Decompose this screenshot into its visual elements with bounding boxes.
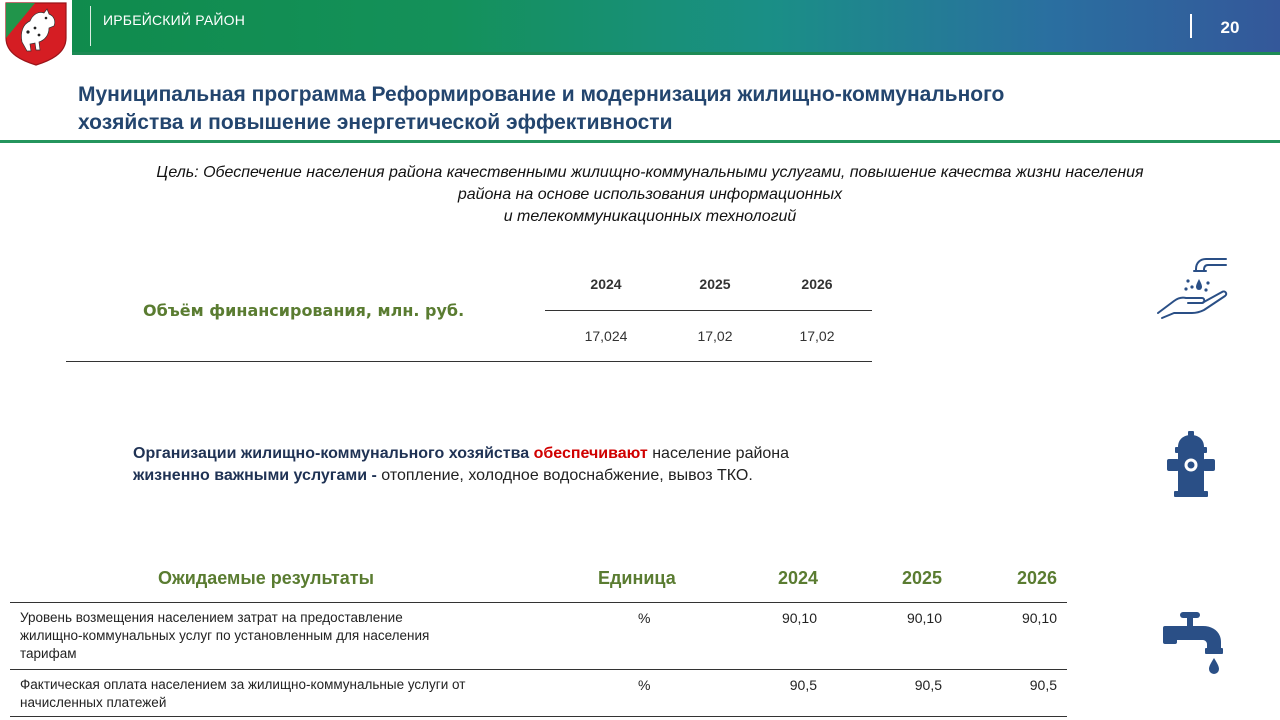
results-header-year: 2025	[901, 568, 942, 588]
financing-value: 17,02	[799, 328, 835, 344]
organizations-text: Организации жилищно-коммунального хозяйства	[133, 445, 534, 462]
results-row-value: 90,10	[1021, 610, 1057, 626]
results-row-label	[20, 676, 465, 712]
organizations-statement	[133, 443, 933, 487]
results-rule	[10, 602, 1067, 603]
financing-year: 2026	[801, 276, 833, 292]
results-row-line: жилищно-коммунальных услуг по установленным для населения	[20, 628, 430, 643]
fire-hydrant-icon	[1166, 431, 1216, 499]
financing-year: 2025	[699, 276, 731, 292]
results-row-unit: %	[638, 677, 651, 693]
goal-line: Цель: Обеспечение населения района качественными жилищно-коммунальными услугами, повышение качества жизни населения	[156, 164, 1144, 181]
financing-rule	[66, 361, 872, 362]
results-row-value: 90,5	[914, 677, 942, 693]
results-rule	[10, 716, 1067, 717]
water-tap-icon	[1163, 612, 1227, 678]
region-name: ИРБЕЙСКИЙ РАЙОН	[103, 12, 246, 28]
results-row-value: 90,10	[781, 610, 817, 626]
results-rule	[10, 669, 1067, 670]
financing-year: 2024	[590, 276, 622, 292]
financing-label: Объём финансирования, млн. руб.	[143, 301, 465, 320]
results-header-year: 2024	[777, 568, 818, 588]
organizations-line	[133, 443, 933, 465]
organizations-text: жизненно важными услугами -	[133, 467, 382, 484]
title-underline	[0, 140, 1280, 143]
page-title-line: хозяйства и повышение энергетической эффективности	[78, 111, 673, 134]
results-row-unit: %	[638, 610, 651, 626]
goal-line: и телекоммуникационных технологий	[503, 208, 797, 225]
page-title-line: Муниципальная программа Реформирование и модернизация жилищно-коммунального	[78, 83, 1005, 106]
results-row-value: 90,5	[1029, 677, 1057, 693]
results-row-line: тарифам	[20, 646, 77, 661]
results-row-value: 90,10	[906, 610, 942, 626]
organizations-text: население района	[647, 445, 790, 462]
goal-line: района на основе использования информационных	[457, 186, 843, 203]
results-row-label	[20, 609, 429, 663]
coat-of-arms-icon	[5, 2, 67, 66]
goal-text	[60, 162, 1240, 228]
hand-water-icon	[1150, 255, 1232, 323]
organizations-line	[133, 465, 933, 487]
results-header-name: Ожидаемые результаты	[158, 568, 374, 588]
page-title	[78, 81, 1198, 137]
financing-value: 17,02	[697, 328, 733, 344]
page-number: 20	[1220, 18, 1240, 37]
emblem-container	[0, 0, 72, 66]
organizations-highlight: обеспечивают	[533, 445, 648, 462]
results-row-line: начисленных платежей	[20, 695, 167, 710]
financing-value: 17,024	[584, 328, 628, 344]
financing-rule	[545, 310, 872, 311]
results-header-unit: Единица	[598, 568, 676, 588]
results-row-line: Фактическая оплата населением за жилищно-коммунальные услуги от	[20, 677, 466, 692]
header-underline	[0, 52, 1280, 55]
header-divider	[90, 6, 91, 46]
results-header-year: 2026	[1016, 568, 1057, 588]
organizations-text: отопление, холодное водоснабжение, вывоз ТКО.	[381, 467, 753, 484]
results-row-value: 90,5	[789, 677, 817, 693]
results-row-line: Уровень возмещения населением затрат на предоставление	[20, 610, 403, 625]
page-number-divider	[1190, 14, 1192, 38]
